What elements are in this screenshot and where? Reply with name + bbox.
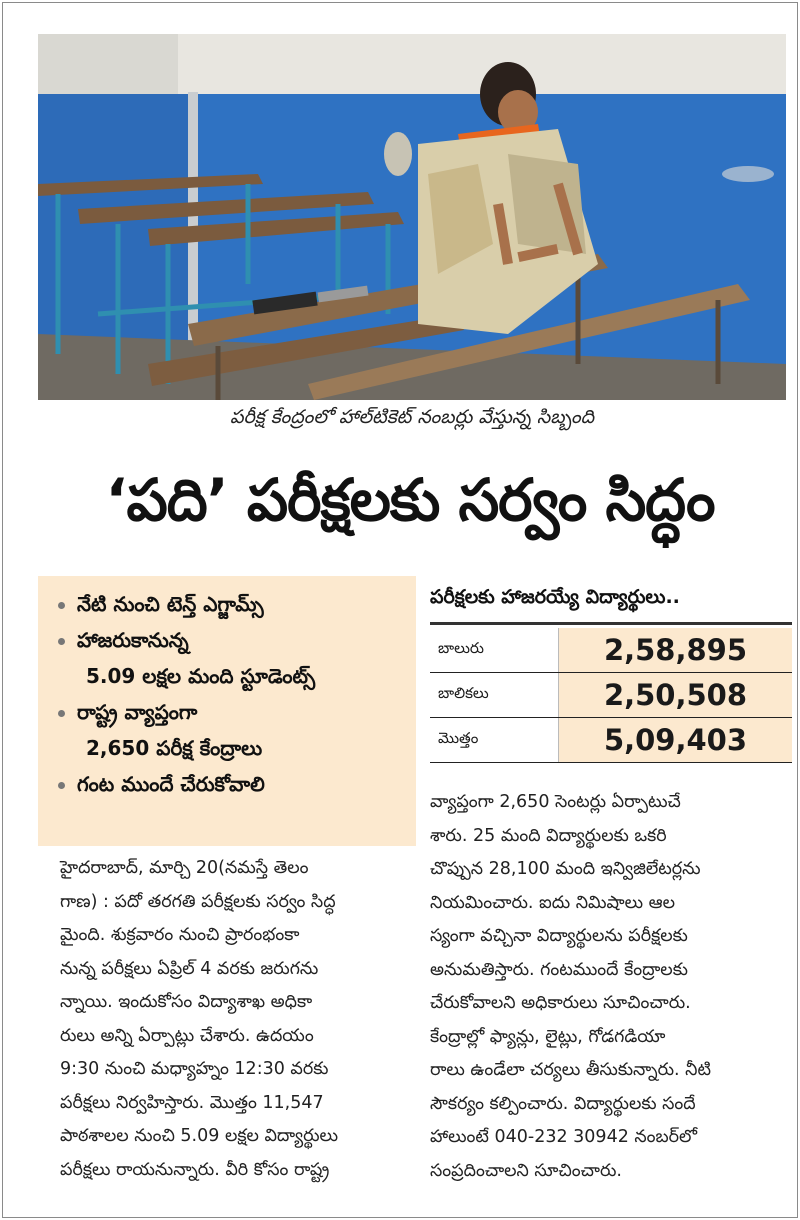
row-label: మొత్తం <box>430 718 559 763</box>
bullet-icon <box>58 602 65 609</box>
text-line: వ్యాప్తంగా 2,650 సెంటర్లు ఏర్పాటుచే <box>430 792 681 812</box>
text-line: గాణ) : పదో తరగతి పరీక్షలకు సర్వం సిద్ధ <box>60 891 336 912</box>
text-line: పాఠశాలల నుంచి 5.09 లక్షల విద్యార్థులు <box>60 1126 339 1146</box>
row-value: 2,50,508 <box>559 673 793 718</box>
text-line: హాలుంటే 040-232 30942 నంబర్‌లో <box>430 1127 698 1147</box>
text-line: సంప్రదించాలని సూచించారు. <box>430 1160 622 1181</box>
exam-hall-illustration <box>38 34 786 400</box>
body-column-right <box>430 786 786 1188</box>
text-line: న్నాయి. ఇందుకోసం విద్యాశాఖ అధికా <box>60 992 313 1012</box>
text-line: కేంద్రాల్లో ఫ్యాన్లు, లైట్లు, గోడగడియా <box>430 1026 666 1047</box>
table-row <box>430 718 792 763</box>
table-row <box>430 673 792 718</box>
text-line: హైదరాబాద్, మార్చి 20(నమస్తే తెలం <box>60 858 309 878</box>
highlight-item: హాజరుకానున్న <box>58 622 408 658</box>
text-line: రులు అన్ని ఏర్పాట్లు చేశారు. ఉదయం <box>60 1025 314 1046</box>
row-value: 2,58,895 <box>559 628 793 673</box>
stats-title: పరీక్షలకు హాజరయ్యే విద్యార్థులు.. <box>430 586 680 608</box>
news-photo <box>38 34 786 400</box>
text-line: పరీక్షలు నిర్వహిస్తారు. మొత్తం 11,547 <box>60 1092 324 1113</box>
text-line: మైంది. శుక్రవారం నుంచి ప్రారంభంకా <box>60 925 300 945</box>
text-line: చొప్పున 28,100 మంది ఇన్విజిలేటర్లను <box>430 859 701 879</box>
row-label: బాలికలు <box>430 673 559 718</box>
bullet-icon <box>58 782 65 789</box>
highlight-item: గంట ముందే చేరుకోవాలి <box>58 766 408 802</box>
bullet-icon <box>58 710 65 717</box>
stats-table <box>430 628 792 763</box>
highlight-item: రాష్ట్ర వ్యాప్తంగా <box>58 694 408 730</box>
text-line: అనుమతిస్తారు. గంటముందే కేంద్రాలకు <box>430 959 688 980</box>
body-column-left <box>60 852 396 1187</box>
text-line: నున్న పరీక్షలు ఏప్రిల్ 4 వరకు జరుగను <box>60 958 319 979</box>
text-line: చేరుకోవాలని అధికారులు సూచించారు. <box>430 993 691 1013</box>
stats-divider <box>430 622 792 625</box>
highlight-item: నేటి నుంచి టెన్త్ ఎగ్జామ్స్ <box>58 586 408 622</box>
text-line: రాలు ఉండేలా చర్యలు తీసుకున్నారు. నీటి <box>430 1060 711 1080</box>
bullet-icon <box>58 638 65 645</box>
highlight-item-continued: 5.09 లక్షల మంది స్టూడెంట్స్ <box>86 664 316 688</box>
highlight-item-continued: 2,650 పరీక్ష కేంద్రాలు <box>86 736 263 760</box>
text-line: 9:30 నుంచి మధ్యాహ్నం 12:30 వరకు <box>60 1059 329 1079</box>
page-title: ‘పది’ పరీక్షలకు సర్వం సిద్ధం <box>105 466 715 534</box>
text-line: స్యంగా వచ్చినా విద్యార్థులను పరీక్షలకు <box>430 926 688 946</box>
highlights-box <box>38 576 416 846</box>
row-value: 5,09,403 <box>559 718 793 763</box>
row-label: బాలురు <box>430 628 559 673</box>
text-line: శారు. 25 మంది విద్యార్థులకు ఒకరి <box>430 825 667 846</box>
table-row <box>430 628 792 673</box>
text-line: పరీక్షలు రాయనున్నారు. వీరి కోసం రాష్ట్ర <box>60 1159 330 1180</box>
text-line: నియమించారు. ఐదు నిమిషాలు ఆల <box>430 892 675 913</box>
text-line: సౌకర్యం కల్పించారు. విద్యార్థులకు సందే <box>430 1093 696 1114</box>
photo-caption: పరీక్ష కేంద్రంలో హాల్‌టికెట్ నంబర్లు వేస్తున్న సిబ్బంది <box>230 406 594 428</box>
